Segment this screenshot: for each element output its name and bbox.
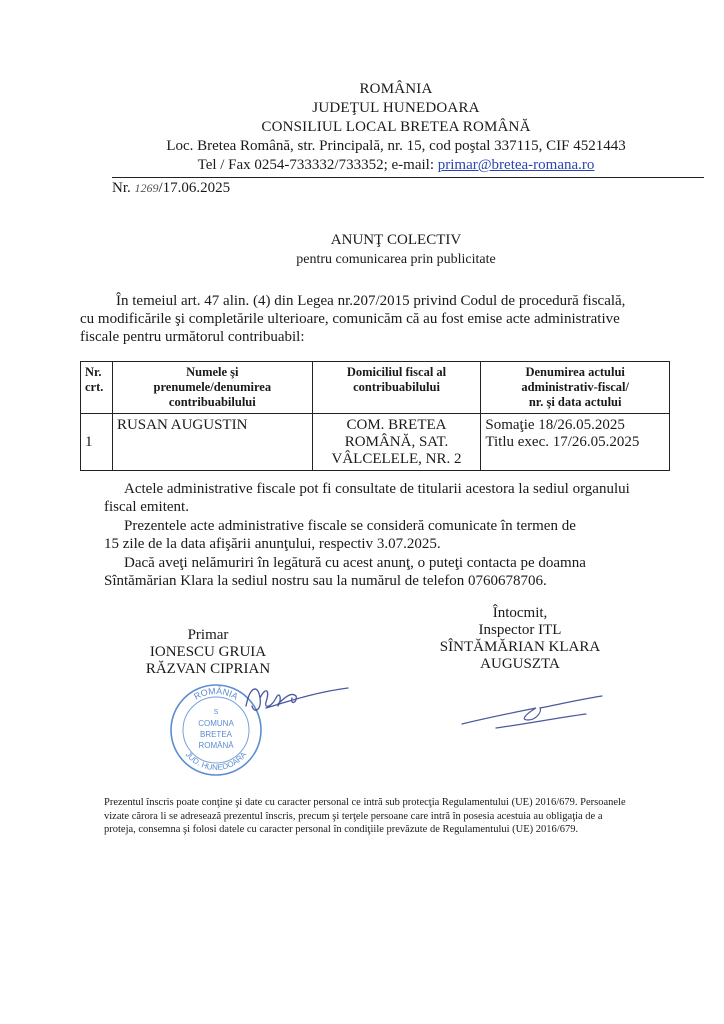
- stamp-text-s: S: [213, 709, 219, 716]
- table-row: [81, 414, 670, 471]
- col-header-act-line2: administrativ-fiscal/: [521, 380, 629, 394]
- header-contact: [34, 156, 724, 175]
- email-link[interactable]: primar@bretea-romana.ro: [437, 157, 595, 173]
- registration-date: /17.06.2025: [158, 180, 231, 196]
- paragraph-3-line-2: Sîntămărian Klara la sediul nostru sau la numărul de telefon 0760678706.: [104, 573, 547, 589]
- col-header-act-line1: Denumirea actului: [525, 365, 625, 379]
- announcement-title: ANUNŢ COLECTIV: [330, 232, 462, 248]
- col-header-nr: [81, 362, 113, 414]
- col-header-name-line2: prenumele/denumirea: [153, 380, 272, 394]
- header-divider: [112, 177, 704, 178]
- cell-act-line2: Titlu exec. 17/26.05.2025: [485, 434, 640, 450]
- header-council: CONSILIUL LOCAL BRETEA ROMÂNĂ: [261, 119, 531, 135]
- footer-line-2: vizate cărora li se adresează prezentul înscris, precum şi terţele persoane care intră în posesia acestuia au obligaţia de a: [104, 810, 603, 822]
- paragraph-1-line-1: Actele administrative fiscale pot fi consultate de titularii acestora la sediul organului: [124, 481, 630, 497]
- cell-address: [312, 414, 481, 471]
- prepared-by-label: Întocmit,: [492, 605, 548, 621]
- footer-line-1: Prezentul înscris poate conţine şi date cu caracter personal ce intră sub protecţia Regulamentului (UE) 2016/679. Persoanele: [104, 797, 626, 808]
- col-header-name-line1: Numele şi: [186, 365, 239, 379]
- registration-handwritten-number: 1269: [134, 181, 159, 195]
- col-header-address: [312, 362, 481, 414]
- col-header-name-line3: contribuabilului: [168, 395, 256, 409]
- header-contact-text: Tel / Fax 0254-733332/733352; e-mail:: [197, 157, 438, 173]
- mayor-role: Primar: [187, 627, 229, 643]
- footer-line-3: proteja, consemna şi folosi datele cu caracter personal în condiţiile prevăzute de Regulamentului (UE) 2016/679.: [104, 824, 579, 835]
- cell-act: [481, 414, 670, 471]
- paragraph-2-line-2: 15 zile de la data afişării anunţului, respectiv 3.07.2025.: [104, 536, 441, 552]
- cell-act-line1: Somaţie 18/26.05.2025: [485, 417, 625, 433]
- inspector-signature-icon: [456, 690, 606, 735]
- intro-line-1: În temeiul art. 47 alin. (4) din Legea nr.207/2015 privind Codul de procedură fiscală,: [116, 293, 626, 309]
- mayor-name-line1: IONESCU GRUIA: [149, 644, 267, 660]
- cell-name: RUSAN AUGUSTIN: [112, 414, 312, 471]
- intro-line-3: fiscale pentru următorul contribuabil:: [80, 329, 305, 345]
- stamp-text-comuna: COMUNA: [198, 719, 234, 728]
- prepared-by-role: Inspector ITL: [478, 622, 562, 638]
- col-header-nr-line2: crt.: [85, 380, 104, 394]
- prepared-by-block: [410, 605, 630, 673]
- registration-number: [112, 180, 230, 197]
- prepared-by-name-line2: AUGUSZTA: [480, 656, 560, 672]
- taxpayer-table: [80, 361, 670, 471]
- col-header-name: [112, 362, 312, 414]
- mayor-block: [108, 627, 308, 678]
- header-address: Loc. Bretea Română, str. Principală, nr. 15, cod poştal 337115, CIF 4521443: [166, 138, 626, 154]
- paragraph-2-line-1: Prezentele acte administrative fiscale se consideră comunicate în termen de: [124, 518, 576, 534]
- announcement-subtitle: pentru comunicarea prin publicitate: [296, 252, 496, 267]
- stamp-text-romana: ROMÂNĂ: [198, 741, 234, 750]
- prepared-by-name-line1: SÎNTĂMĂRIAN KLARA: [439, 639, 601, 655]
- header-county: JUDEŢUL HUNEDOARA: [312, 100, 480, 116]
- gdpr-footer: [104, 796, 696, 837]
- mayor-name-line2: RĂZVAN CIPRIAN: [145, 661, 271, 677]
- cell-address-line1: COM. BRETEA: [346, 417, 447, 433]
- cell-address-line2: ROMÂNĂ, SAT.: [344, 434, 449, 450]
- paragraph-1-line-2: fiscal emitent.: [104, 499, 189, 515]
- paragraph-3-line-1: Dacă aveţi nelămuriri în legătură cu acest anunţ, o puteţi contacta pe doamna: [124, 555, 586, 571]
- col-header-address-line1: Domiciliul fiscal al: [346, 365, 447, 379]
- col-header-nr-line1: Nr.: [85, 365, 102, 379]
- stamp-text-top: ROMÂNIA: [192, 685, 240, 702]
- registration-prefix: Nr.: [112, 180, 135, 196]
- cell-address-line3: VÂLCELELE, NR. 2: [331, 451, 462, 467]
- header-country: ROMÂNIA: [359, 81, 433, 97]
- col-header-act: [481, 362, 670, 414]
- stamp-text-bottom: JUD. HUNEDOARA: [183, 749, 249, 773]
- intro-line-2: cu modificările şi completările ulterioare, comunicăm că au fost emise acte administrative: [80, 311, 620, 327]
- table-header-row: [81, 362, 670, 414]
- mayor-signature-icon: [236, 676, 356, 726]
- col-header-act-line3: nr. şi data actului: [528, 395, 622, 409]
- cell-nr: 1: [81, 414, 113, 471]
- stamp-text-bretea: BRETEA: [199, 730, 233, 739]
- col-header-address-line2: contribuabilului: [353, 380, 440, 394]
